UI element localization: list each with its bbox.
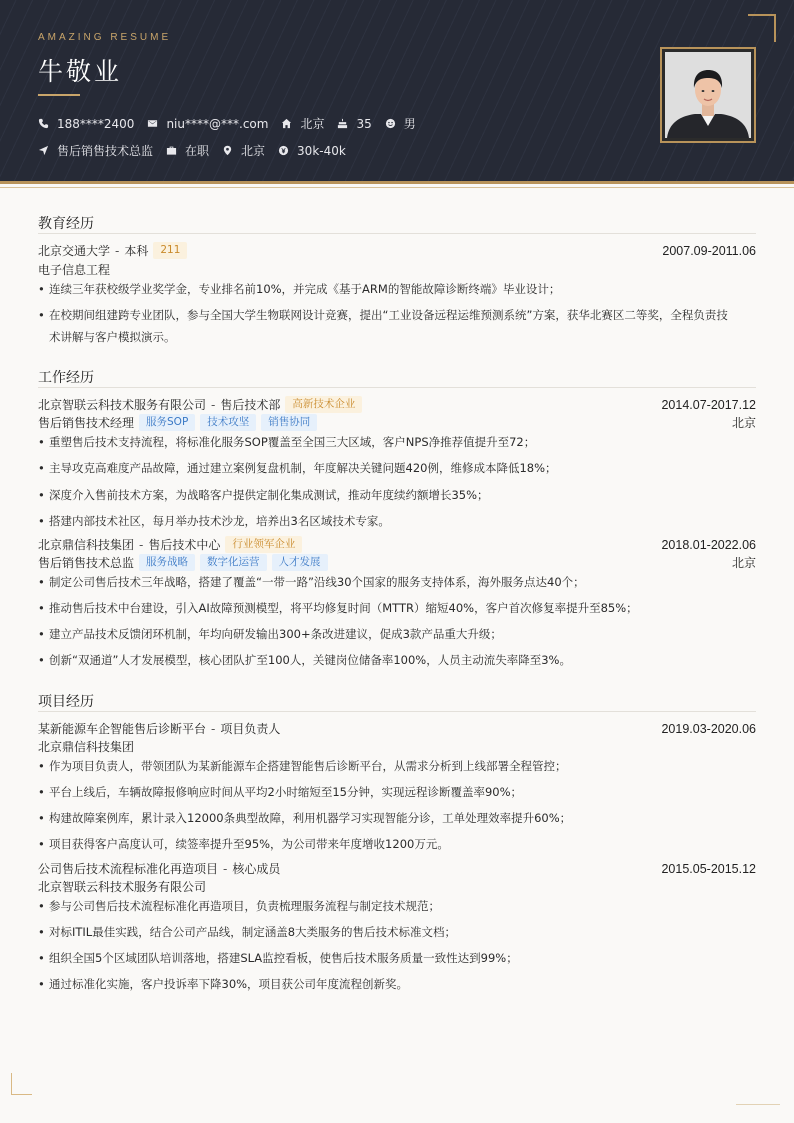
company-name: 北京鼎信科技集团 bbox=[38, 538, 135, 552]
section-divider bbox=[38, 233, 756, 234]
corner-ornament bbox=[748, 14, 776, 42]
company-tag: 高新技术企业 bbox=[285, 396, 362, 413]
phone-icon bbox=[38, 118, 49, 129]
project-bullet: • 通过标准化实施，客户投诉率下降30%，项目获公司年度流程创新奖。 bbox=[38, 974, 756, 994]
age-value: 35 bbox=[356, 116, 372, 131]
job-bullet: • 重塑售后技术支持流程，将标准化服务SOP覆盖至全国三大区域，客户NPS净推荐值提升至72； bbox=[38, 432, 756, 452]
status-value: 在职 bbox=[185, 144, 210, 158]
skill-tag: 技术攻坚 bbox=[200, 414, 256, 431]
phone-value: 188****2400 bbox=[57, 116, 135, 131]
bullet-text: 术讲解与客户模拟演示。 bbox=[49, 330, 176, 344]
skill-tag: 服务战略 bbox=[139, 554, 195, 571]
separator: - bbox=[115, 243, 120, 258]
separator: - bbox=[139, 537, 144, 552]
skill-tag: 销售协同 bbox=[261, 414, 317, 431]
degree: 本科 bbox=[124, 244, 149, 258]
job-bullet: • 创新“双通道”人才发展模型，核心团队扩至100人，关键岗位储备率100%，人员主动流失率降至3%。 bbox=[38, 650, 756, 670]
separator: - bbox=[211, 721, 216, 736]
corner-ornament bbox=[11, 1073, 32, 1095]
gender-info bbox=[385, 115, 416, 132]
job-bullet: • 搭建内部技术社区，每月举办技术沙龙，培养出3名区域技术专家。 bbox=[38, 511, 756, 531]
name-underline bbox=[38, 94, 80, 96]
school-name: 北京交通大学 bbox=[38, 244, 111, 258]
school-tag: 211 bbox=[153, 242, 187, 259]
job-period: 2014.07-2017.12 bbox=[661, 397, 756, 412]
project-bullet: • 参与公司售后技术流程标准化再造项目，负责梳理服务流程与制定技术规范； bbox=[38, 896, 756, 916]
salary-value: 30k-40k bbox=[297, 143, 346, 158]
section-title-work: 工作经历 bbox=[38, 370, 94, 386]
profile-photo-frame bbox=[660, 47, 756, 143]
job-city: 北京 bbox=[731, 556, 756, 570]
job-entry-header bbox=[38, 396, 756, 413]
project-org: 北京智联云科技术服务有限公司 bbox=[38, 880, 207, 894]
job-bullet: • 制定公司售后技术三年战略，搭建了覆盖“一带一路”沿线30个国家的服务支持体系，海外服务点达40个； bbox=[38, 572, 756, 592]
education-bullet: • 连续三年获校级学业奖学金，专业排名前10%，并完成《基于ARM的智能故障诊断终端》毕业设计； bbox=[38, 279, 756, 299]
salary-info bbox=[278, 144, 346, 158]
section-divider bbox=[38, 711, 756, 712]
job-bullet: • 深度介入售前技术方案，为战略客户提供定制化集成测试，推动年度续约额增长35%； bbox=[38, 485, 756, 505]
candidate-name: 牛敬业 bbox=[38, 57, 123, 86]
department: 售后技术中心 bbox=[148, 538, 221, 552]
cake-icon bbox=[337, 118, 348, 129]
separator: - bbox=[211, 397, 216, 412]
email-value: niu****@***.com bbox=[166, 116, 269, 131]
city-value: 北京 bbox=[300, 117, 325, 131]
home-icon bbox=[281, 118, 292, 129]
send-icon bbox=[38, 145, 49, 156]
briefcase-icon bbox=[166, 145, 177, 156]
project-name: 公司售后技术流程标准化再造项目 bbox=[38, 862, 219, 876]
gender-value: 男 bbox=[403, 117, 416, 131]
skill-tag: 人才发展 bbox=[272, 554, 328, 571]
job-role: 售后销售技术经理 bbox=[38, 416, 135, 430]
job-period: 2018.01-2022.06 bbox=[661, 537, 756, 552]
major: 电子信息工程 bbox=[38, 263, 111, 277]
section-title-projects: 项目经历 bbox=[38, 694, 94, 710]
job-intent-row bbox=[38, 142, 359, 159]
smile-icon bbox=[385, 118, 396, 129]
project-entry-header bbox=[38, 720, 756, 737]
education-major-row bbox=[38, 261, 756, 278]
project-entry-header bbox=[38, 860, 756, 877]
education-bullet-continuation bbox=[38, 327, 756, 347]
project-org-row bbox=[38, 878, 756, 895]
job-city: 北京 bbox=[731, 416, 756, 430]
header-divider bbox=[0, 187, 794, 188]
education-period: 2007.09-2011.06 bbox=[662, 243, 756, 258]
education-entry-header bbox=[38, 242, 756, 259]
mail-icon bbox=[147, 118, 158, 129]
footer-ornament-line bbox=[736, 1104, 780, 1105]
target-job-value: 售后销售技术总监 bbox=[57, 144, 154, 158]
target-city-info bbox=[222, 142, 265, 159]
skill-tag: 服务SOP bbox=[139, 414, 195, 431]
project-org-row bbox=[38, 738, 756, 755]
project-bullet: • 组织全国5个区域团队培训落地，搭建SLA监控看板，使售后技术服务质量一致性达到99%； bbox=[38, 948, 756, 968]
job-entry-header bbox=[38, 536, 756, 553]
location-pin-icon bbox=[222, 145, 233, 156]
project-bullet: • 对标ITIL最佳实践，结合公司产品线，制定涵盖8大类服务的售后技术标准文档； bbox=[38, 922, 756, 942]
portrait-image bbox=[665, 52, 751, 138]
target-city-value: 北京 bbox=[241, 144, 266, 158]
money-icon bbox=[278, 145, 289, 156]
job-bullet: • 建立产品技术反馈闭环机制，年均向研发输出300+条改进建议，促成3款产品重大升级； bbox=[38, 624, 756, 644]
skill-tag: 数字化运营 bbox=[200, 554, 267, 571]
section-divider bbox=[38, 387, 756, 388]
target-job-info bbox=[38, 142, 153, 159]
project-org: 北京鼎信科技集团 bbox=[38, 740, 135, 754]
company-tag: 行业领军企业 bbox=[225, 536, 302, 553]
education-bullet: • 在校期间组建跨专业团队，参与全国大学生物联网设计竞赛，提出“工业设备远程运维预测系统”方案，获华北赛区二等奖，全程负责技 bbox=[38, 305, 756, 325]
department: 售后技术部 bbox=[220, 398, 281, 412]
phone-info bbox=[38, 117, 134, 131]
separator: - bbox=[223, 861, 228, 876]
project-bullet: • 平台上线后，车辆故障报修响应时间从平均2小时缩短至15分钟，实现远程诊断覆盖率90%； bbox=[38, 782, 756, 802]
project-bullet: • 构建故障案例库，累计录入12000条典型故障，利用机器学习实现智能分诊，工单处理效率提升60%； bbox=[38, 808, 756, 828]
project-name: 某新能源车企智能售后诊断平台 bbox=[38, 722, 207, 736]
city-info bbox=[281, 115, 324, 132]
brand-label: AMAZING RESUME bbox=[38, 32, 172, 43]
profile-photo bbox=[665, 52, 751, 138]
job-role: 售后销售技术总监 bbox=[38, 556, 135, 570]
project-role: 项目负责人 bbox=[220, 722, 281, 736]
email-info bbox=[147, 117, 268, 131]
company-name: 北京智联云科技术服务有限公司 bbox=[38, 398, 207, 412]
section-title-education: 教育经历 bbox=[38, 216, 94, 232]
contact-info-row bbox=[38, 115, 429, 132]
job-role-row bbox=[38, 554, 756, 571]
job-role-row bbox=[38, 414, 756, 431]
project-bullet: • 作为项目负责人，带领团队为某新能源车企搭建智能售后诊断平台，从需求分析到上线部署全程管控； bbox=[38, 756, 756, 776]
project-role: 核心成员 bbox=[232, 862, 281, 876]
project-bullet: • 项目获得客户高度认可，续签率提升至95%，为公司带来年度增收1200万元。 bbox=[38, 834, 756, 854]
project-period: 2015.05-2015.12 bbox=[661, 861, 756, 876]
job-bullet: • 推动售后技术中台建设，引入AI故障预测模型，将平均修复时间（MTTR）缩短40%，客户首次修复率提升至85%； bbox=[38, 598, 756, 618]
status-info bbox=[166, 142, 209, 159]
age-info bbox=[337, 117, 371, 131]
project-period: 2019.03-2020.06 bbox=[661, 721, 756, 736]
job-bullet: • 主导攻克高难度产品故障，通过建立案例复盘机制，年度解决关键问题420例，维修成本降低18%； bbox=[38, 458, 756, 478]
